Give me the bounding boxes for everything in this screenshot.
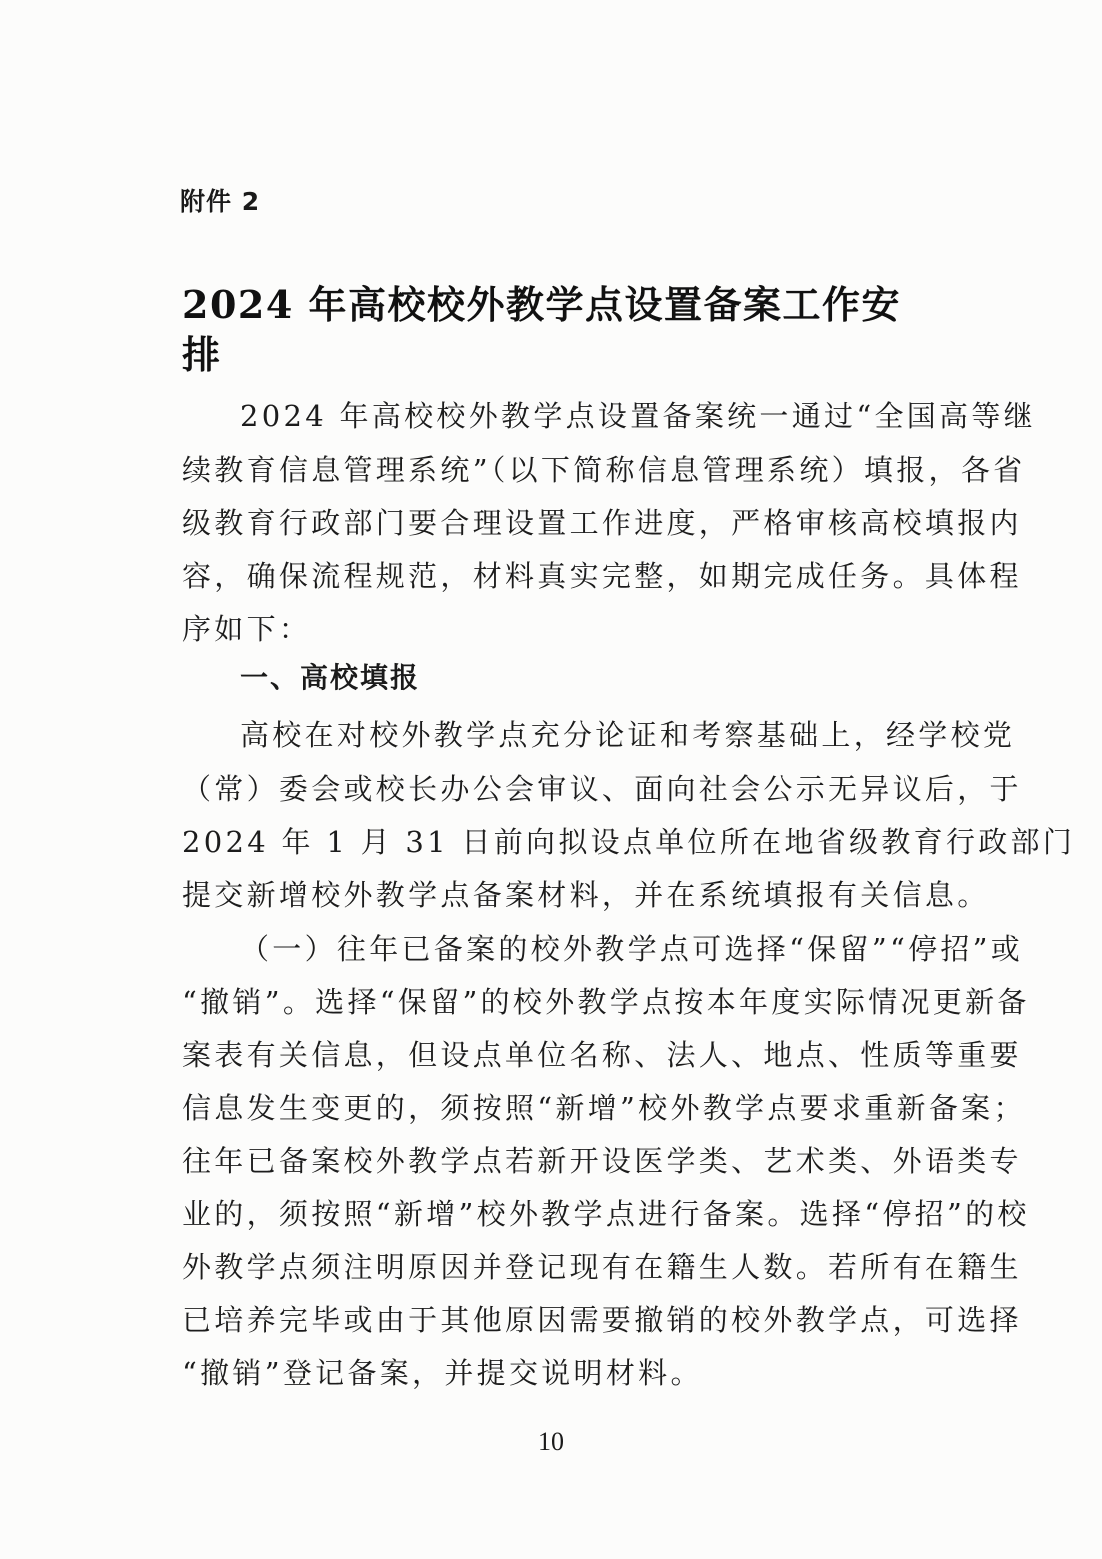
paragraph-line: 业的，须按照“新增”校外教学点进行备案。选择“停招”的校 [182,1197,1030,1231]
attachment-label: 附件 2 [180,187,261,216]
document-title: 2024 年高校校外教学点设置备案工作安排 [182,282,901,377]
paragraph-line: “撤销”。选择“保留”的校外教学点按本年度实际情况更新备 [182,985,1030,1019]
intro-line: 2024 年高校校外教学点设置备案统一通过“全国高等继 [240,399,1036,433]
paragraph-line: 往年已备案校外教学点若新开设医学类、艺术类、外语类专 [182,1144,1022,1178]
section-heading: 一、高校填报 [240,661,421,694]
intro-line: 续教育信息管理系统”（以下简称信息管理系统）填报，各省 [182,453,1026,487]
paragraph-line: 2024 年 1 月 31 日前向拟设点单位所在地省级教育行政部门 [182,825,1076,859]
intro-line: 级教育行政部门要合理设置工作进度，严格审核高校填报内 [182,506,1022,540]
page-number: 10 [538,1427,564,1456]
paragraph-line: 信息发生变更的，须按照“新增”校外教学点要求重新备案； [182,1091,1026,1125]
paragraph-line: “撤销”登记备案，并提交说明材料。 [182,1356,703,1390]
intro-line: 容，确保流程规范，材料真实完整，如期完成任务。具体程 [182,559,1022,593]
paragraph-line: 高校在对校外教学点充分论证和考察基础上，经学校党 [240,718,1016,752]
paragraph-line: 外教学点须注明原因并登记现有在籍生人数。若所有在籍生 [182,1250,1022,1284]
paragraph-line: （常）委会或校长办公会审议、面向社会公示无异议后，于 [182,772,1022,806]
intro-line: 序如下： [182,612,312,646]
paragraph-line: 提交新增校外教学点备案材料，并在系统填报有关信息。 [182,878,990,912]
paragraph-line: 案表有关信息，但设点单位名称、法人、地点、性质等重要 [182,1038,1022,1072]
paragraph-line: （一）往年已备案的校外教学点可选择“保留”“停招”或 [240,932,1024,966]
paragraph-line: 已培养完毕或由于其他原因需要撤销的校外教学点，可选择 [182,1303,1022,1337]
